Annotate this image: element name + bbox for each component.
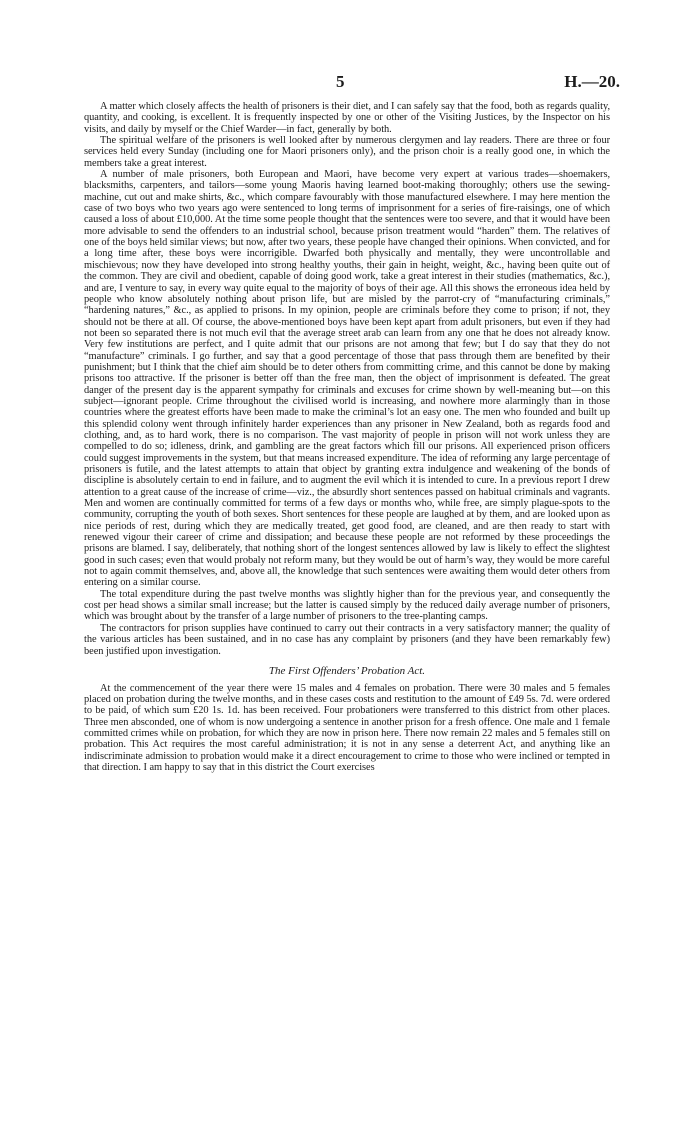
paragraph-contractors: The contractors for prison supplies have continued to carry out their contracts in a very satisfactory manner; the quality of the various articles has been sustained, and in no case has any complaint by prisoners (and they have been remarkably few) been justified upon investigation. xyxy=(84,622,610,657)
page-number: 5 xyxy=(336,72,345,91)
body-text xyxy=(84,101,610,773)
paragraph-trades-and-reform: A number of male prisoners, both European and Maori, have become very expert at various trades—shoemakers, blacksmiths, carpenters, and tailors—some young Maoris having learned boot-making thoroughly; others use the sewing-machine, cut out and make shirts, &c., which compare favourably with those manufactured elsewhere. I may here mention the case of two boys who two years ago were sentenced to long terms of imprisonment for a series of fire-raisings, one of which caused a loss of about £10,000. At the time some people thought that the sentences were too severe, and that it would have been more advisable to send the offenders to an industrial school, because prison treatment would “harden” them. The relatives of one of the boys held similar views; but now, after two years, these people have changed their opinions. When convicted, and for a long time after, these boys were incorrigible. Dwarfed both physically and mentally, they were uncontrollable and mischievous; now they have developed into strong healthy youths, their gain in height, weight, &c., having been quite out of the common. They are civil and obedient, capable of doing good work, take a great interest in their studies (mathematics, &c.), and are, I venture to say, in every way quite equal to the majority of boys of their age. All this shows the erroneous idea held by people who know absolutely nothing about prison life, but are misled by the parrot-cry of “manufacturing criminals,” “hardening natures,” &c., as applied to prisons. In my opinion, people are criminals before they come to prison; if not, they should not be there at all. Of course, the above-mentioned boys have been kept apart from adult prisoners, but even if they had not been so separated there is not much evil that the average street arab can learn from any one that he does not already know. Very few institutions are perfect, and I quite admit that our prisons are not among that few; but I do say that they do not “manufacture” criminals. I go further, and say that a good percentage of those that pass through them are benefited by their punishment; but I think that the chief aim should be to deter others from committing crime, and this cannot be done by making prisons too attractive. If the prisoner is better off than the free man, then the object of imprisonment is defeated. The great danger of the present day is the apparent sympathy for criminals and excuses for crime shown by well-meaning but—on this subject—ignorant people. Crime throughout the civilised world is increasing, and nowhere more alarmingly than in those countries where the greatest efforts have been made to make the criminal’s lot an easy one. The men who founded and built up this splendid colony went through infinitely harder experiences than any prisoner in New Zealand, both as regards food and clothing, and, as to hard work, there is no comparison. The vast majority of people in prison will not work unless they are compelled to do so; idleness, drink, and gambling are the great factors which fill our prisons. All experienced prison officers could suggest improvements in the system, but that means increased expenditure. The idea of reforming any large percentage of prisoners is futile, and the latest attempts to attain that object by granting extra indulgence and weakening of the bonds of discipline is absolutely certain to end in failure, and to augment the evil which it is intended to cure. In a previous report I drew attention to a great cause of the increase of crime—viz., the absurdly short sentences passed on habitual criminals and vagrants. Men and women are continually committed for terms of a few days or months who, while free, are simply plague-spots to the community, corrupting the youth of both sexes. Short sentences for these people are laughed at by them, and are looked upon as nice periods of rest, during which they are medically treated, get good food, are cleaned, and are then ready to start with renewed vigour their career of crime and dissipation; and because these people are not reformed by these proceedings the prisons are blamed. I say, deliberately, that nothing short of the longest sentences allowed by law is likely to effect the slightest good in such cases; even that would probaly not reform many, but they would be out of harm’s way, they would be more careful not to again commit themselves, and, above all, the knowledge that such sentences were awaiting them would deter others from entering on a similar course. xyxy=(84,169,610,589)
paragraph-spiritual-welfare: The spiritual welfare of the prisoners is well looked after by numerous clergymen and lay readers. There are three or four services held every Sunday (including one for Maori prisoners only), and the prison choir is a really good one, in which the members take a great interest. xyxy=(84,135,610,169)
section-heading: The First Offenders’ Probation Act. xyxy=(268,664,426,677)
paragraph-probation: At the commencement of the year there were 15 males and 4 females on probation. There were 30 males and 5 females placed on probation during the twelve months, and in these cases costs and restitution to the amount of £49 5s. 7d. were ordered to be paid, of which sum £20 1s. 1d. has been received. Four probationers were transferred to this district from other places. Three men absconded, one of whom is now undergoing a sentence in another prison for a fresh offence. One male and 1 female committed crimes while on probation, for which they are now in prison here. There now remain 22 males and 5 females still on probation. This Act requires the most careful administration; it is not in any sense a deterrent Act, and anything like an indiscriminate admission to probation would make it a direct encouragement to crime to those who were inclined or tempted in that direction. I am happy to say that in this district the Court exercises xyxy=(84,682,610,773)
paragraph-diet: A matter which closely affects the health of prisoners is their diet, and I can safely say that the food, both as regards quality, quantity, and cooking, is excellent. It is frequently inspected by one or other of the Visiting Justices, by the Inspector on his visits, and daily by myself or the Chief Warder—in fact, generally by both. xyxy=(84,101,610,135)
page-header xyxy=(0,72,700,96)
document-reference: H.—20. xyxy=(564,72,620,91)
paragraph-expenditure: The total expenditure during the past twelve months was slightly higher than for the previous year, and consequently the cost per head shows a similar small increase; but the latter is caused simply by the reduced daily average number of prisoners, which was brought about by the transfer of a large number of prisoners to the tree-planting camps. xyxy=(84,588,610,623)
